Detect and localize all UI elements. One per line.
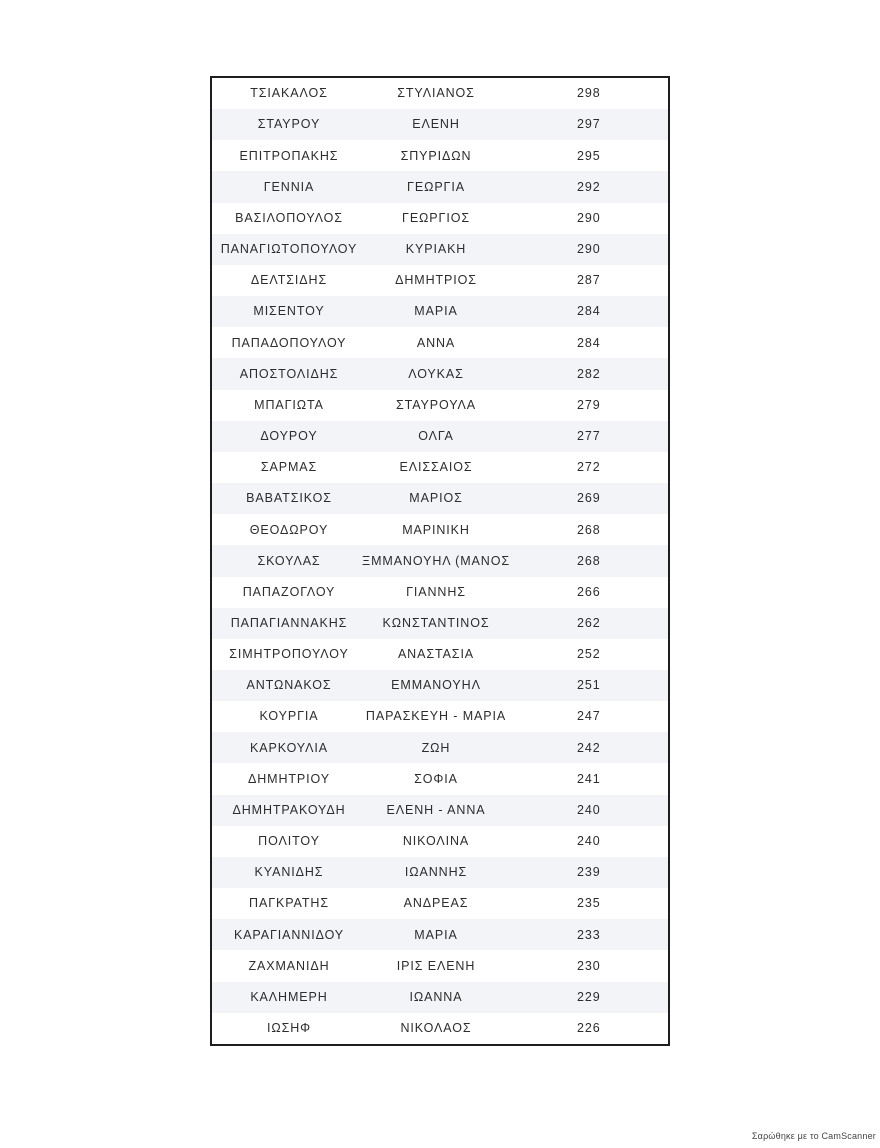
table-row xyxy=(212,358,668,389)
first-name-cell: ΣΤΑΥΡΟΥΛΑ xyxy=(395,397,477,412)
first-name-cell: ΣΟΦΙΑ xyxy=(414,771,458,786)
surname-cell: ΕΠΙΤΡΟΠΑΚΗΣ xyxy=(239,148,339,163)
surname-cell: ΚΟΥΡΓΙΑ xyxy=(259,709,319,724)
first-name-cell: ΓΕΩΡΓΙΑ xyxy=(407,179,465,194)
surname-cell: ΔΗΜΗΤΡΑΚΟΥΔΗ xyxy=(232,802,346,817)
first-name-cell: ΜΑΡΙΟΣ xyxy=(409,491,463,506)
number-cell: 240 xyxy=(577,834,601,849)
number-cell: 292 xyxy=(577,179,601,194)
table-row xyxy=(212,327,668,358)
surname-cell: ΚΑΛΗΜΕΡΗ xyxy=(250,989,328,1004)
number-cell: 295 xyxy=(577,148,601,163)
table-row xyxy=(212,171,668,202)
table-row xyxy=(212,608,668,639)
table-row xyxy=(212,888,668,919)
surname-cell: ΑΝΤΩΝΑΚΟΣ xyxy=(246,678,332,693)
first-name-cell: ΚΩΝΣΤΑΝΤΙΝΟΣ xyxy=(382,615,490,630)
number-cell: 284 xyxy=(577,335,601,350)
table-row xyxy=(212,545,668,576)
first-name-cell: ΝΙΚΟΛΙΝΑ xyxy=(402,834,470,849)
number-cell: 277 xyxy=(577,429,601,444)
number-cell: 287 xyxy=(577,273,601,288)
surname-cell: ΚΥΑΝΙΔΗΣ xyxy=(254,865,324,880)
surname-cell: ΘΕΟΔΩΡΟΥ xyxy=(249,522,329,537)
first-name-cell: ΕΛΙΣΣΑΙΟΣ xyxy=(399,460,473,475)
number-cell: 298 xyxy=(577,86,601,101)
surname-cell: ΜΠΑΓΙΩΤΑ xyxy=(254,397,324,412)
table-row xyxy=(212,732,668,763)
number-cell: 247 xyxy=(577,709,601,724)
surname-cell: ΠΑΝΑΓΙΩΤΟΠΟΥΛΟΥ xyxy=(220,242,358,257)
surname-cell: ΤΣΙΑΚΑΛΟΣ xyxy=(250,86,328,101)
surname-cell: ΓΕΝΝΙΑ xyxy=(263,179,315,194)
number-cell: 297 xyxy=(577,117,601,132)
surname-cell: ΒΑΒΑΤΣΙΚΟΣ xyxy=(246,491,332,506)
surname-cell: ΔΗΜΗΤΡΙΟΥ xyxy=(247,771,331,786)
surname-cell: ΠΟΛΙΤΟΥ xyxy=(258,834,320,849)
table-row xyxy=(212,857,668,888)
table-row xyxy=(212,296,668,327)
table-row xyxy=(212,483,668,514)
number-cell: 240 xyxy=(577,802,601,817)
first-name-cell: ΙΡΙΣ ΕΛΕΝΗ xyxy=(396,958,476,973)
number-cell: 239 xyxy=(577,865,601,880)
first-name-cell: ΕΛΕΝΗ - ΑΝΝΑ xyxy=(386,802,486,817)
number-cell: 251 xyxy=(577,678,601,693)
table-row xyxy=(212,1013,668,1044)
number-cell: 266 xyxy=(577,584,601,599)
first-name-cell: ΣΤΥΛΙΑΝΟΣ xyxy=(397,86,475,101)
number-cell: 269 xyxy=(577,491,601,506)
surname-cell: ΠΑΠΑΓΙΑΝΝΑΚΗΣ xyxy=(230,615,348,630)
table-row xyxy=(212,982,668,1013)
first-name-cell: ΝΙΚΟΛΑΟΣ xyxy=(400,1021,472,1036)
number-cell: 279 xyxy=(577,397,601,412)
table-row xyxy=(212,919,668,950)
first-name-cell: ΟΛΓΑ xyxy=(418,429,454,444)
number-cell: 235 xyxy=(577,896,601,911)
first-name-cell: ΛΟΥΚΑΣ xyxy=(408,366,464,381)
first-name-cell: ΠΑΡΑΣΚΕΥΗ - ΜΑΡΙΑ xyxy=(365,709,507,724)
number-cell: 282 xyxy=(577,366,601,381)
first-name-cell: ΑΝΔΡΕΑΣ xyxy=(403,896,469,911)
number-cell: 290 xyxy=(577,242,601,257)
surname-cell: ΖΑΧΜΑΝΙΔΗ xyxy=(248,958,330,973)
number-cell: 230 xyxy=(577,958,601,973)
first-name-cell: ΑΝΝΑ xyxy=(416,335,456,350)
first-name-cell: ΣΠΥΡΙΔΩΝ xyxy=(400,148,472,163)
number-cell: 268 xyxy=(577,522,601,537)
first-name-cell: ΓΙΑΝΝΗΣ xyxy=(406,584,466,599)
surname-cell: ΠΑΠΑΖΟΓΛΟΥ xyxy=(242,584,336,599)
number-cell: 226 xyxy=(577,1021,601,1036)
surname-cell: ΠΑΓΚΡΑΤΗΣ xyxy=(249,896,329,911)
first-name-cell: ΑΝΑΣΤΑΣΙΑ xyxy=(397,647,475,662)
first-name-cell: ΜΑΡΙΑ xyxy=(414,304,458,319)
surname-cell: ΣΙΜΗΤΡΟΠΟΥΛΟΥ xyxy=(229,647,349,662)
first-name-cell: ΞΜΜΑΝΟΥΗΛ (ΜΑΝΟΣ xyxy=(362,553,510,568)
number-cell: 233 xyxy=(577,927,601,942)
first-name-cell: ΔΗΜΗΤΡΙΟΣ xyxy=(395,273,477,288)
table-row xyxy=(212,452,668,483)
first-name-cell: ΙΩΑΝΝΗΣ xyxy=(404,865,468,880)
number-cell: 252 xyxy=(577,647,601,662)
number-cell: 262 xyxy=(577,615,601,630)
number-cell: 241 xyxy=(577,771,601,786)
first-name-cell: ΓΕΩΡΓΙΟΣ xyxy=(402,210,470,225)
results-table xyxy=(210,76,670,1046)
table-row xyxy=(212,763,668,794)
surname-cell: ΜΙΣΕΝΤΟΥ xyxy=(253,304,325,319)
table-row xyxy=(212,577,668,608)
table-row xyxy=(212,826,668,857)
first-name-cell: ΙΩΑΝΝΑ xyxy=(409,989,463,1004)
table-row xyxy=(212,701,668,732)
number-cell: 272 xyxy=(577,460,601,475)
surname-cell: ΣΚΟΥΛΑΣ xyxy=(257,553,321,568)
table-row xyxy=(212,78,668,109)
first-name-cell: ΖΩΗ xyxy=(421,740,451,755)
first-name-cell: ΜΑΡΙΝΙΚΗ xyxy=(402,522,470,537)
table-row xyxy=(212,140,668,171)
table-row xyxy=(212,639,668,670)
first-name-cell: ΜΑΡΙΑ xyxy=(414,927,458,942)
table-row xyxy=(212,421,668,452)
table-row xyxy=(212,670,668,701)
surname-cell: ΙΩΣΗΦ xyxy=(266,1021,312,1036)
surname-cell: ΠΑΠΑΔΟΠΟΥΛΟΥ xyxy=(231,335,347,350)
first-name-cell: ΕΛΕΝΗ xyxy=(412,117,460,132)
first-name-cell: ΚΥΡΙΑΚΗ xyxy=(405,242,467,257)
surname-cell: ΔΕΛΤΣΙΔΗΣ xyxy=(250,273,328,288)
table-row xyxy=(212,514,668,545)
table-row xyxy=(212,234,668,265)
table-row xyxy=(212,795,668,826)
camscanner-watermark: Σαρώθηκε με το CamScanner xyxy=(751,1131,876,1141)
surname-cell: ΣΑΡΜΑΣ xyxy=(260,460,318,475)
table-row xyxy=(212,390,668,421)
first-name-cell: ΕΜΜΑΝΟΥΗΛ xyxy=(391,678,481,693)
surname-cell: ΔΟΥΡΟΥ xyxy=(260,429,318,444)
surname-cell: ΒΑΣΙΛΟΠΟΥΛΟΣ xyxy=(235,210,343,225)
number-cell: 284 xyxy=(577,304,601,319)
number-cell: 229 xyxy=(577,989,601,1004)
number-cell: 268 xyxy=(577,553,601,568)
number-cell: 242 xyxy=(577,740,601,755)
surname-cell: ΚΑΡΑΓΙΑΝΝΙΔΟΥ xyxy=(233,927,345,942)
table-row xyxy=(212,109,668,140)
number-cell: 290 xyxy=(577,210,601,225)
surname-cell: ΑΠΟΣΤΟΛΙΔΗΣ xyxy=(239,366,339,381)
table-row xyxy=(212,950,668,981)
surname-cell: ΚΑΡΚΟΥΛΙΑ xyxy=(250,740,328,755)
surname-cell: ΣΤΑΥΡΟΥ xyxy=(257,117,321,132)
table-row xyxy=(212,203,668,234)
table-row xyxy=(212,265,668,296)
